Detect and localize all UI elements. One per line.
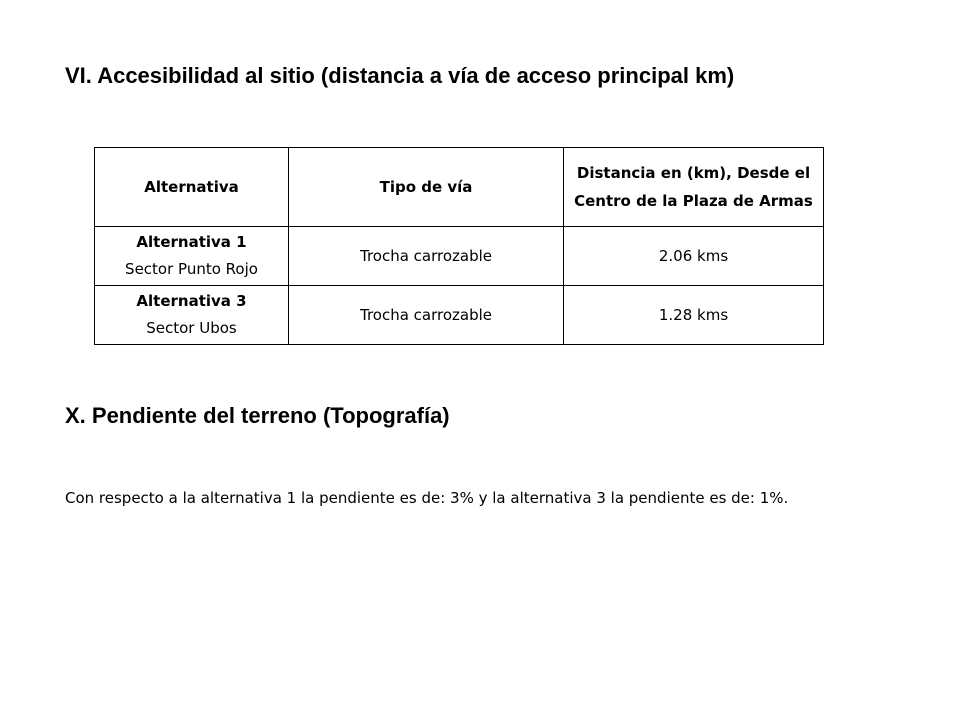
- cell-road-type: Trocha carrozable: [289, 227, 564, 286]
- table-row: [95, 227, 824, 286]
- header-distance-line1: Distancia en (km), Desde el: [576, 164, 811, 182]
- table-header-row: [95, 148, 824, 227]
- alternative-sector: Sector Punto Rojo: [125, 260, 258, 278]
- header-distance: [564, 148, 824, 227]
- slope-section-title: X. Pendiente del terreno (Topografía): [65, 403, 450, 428]
- alternative-name: Alternativa 1: [136, 233, 247, 251]
- table-row: [95, 286, 824, 345]
- slope-description: Con respecto a la alternativa 1 la pendiente es de: 3% y la alternativa 3 la pendiente es de: 1%.: [65, 489, 789, 507]
- alternative-name: Alternativa 3: [136, 292, 247, 310]
- header-alternative: Alternativa: [95, 148, 289, 227]
- cell-alternative: [95, 227, 289, 286]
- header-road-type: Tipo de vía: [289, 148, 564, 227]
- cell-road-type: Trocha carrozable: [289, 286, 564, 345]
- cell-alternative: [95, 286, 289, 345]
- accessibility-table: [94, 147, 824, 345]
- cell-distance: 1.28 kms: [564, 286, 824, 345]
- cell-distance: 2.06 kms: [564, 227, 824, 286]
- accessibility-section-title: VI. Accesibilidad al sitio (distancia a vía de acceso principal km): [65, 63, 735, 88]
- header-distance-line2: Centro de la Plaza de Armas: [574, 192, 813, 210]
- alternative-sector: Sector Ubos: [146, 319, 237, 337]
